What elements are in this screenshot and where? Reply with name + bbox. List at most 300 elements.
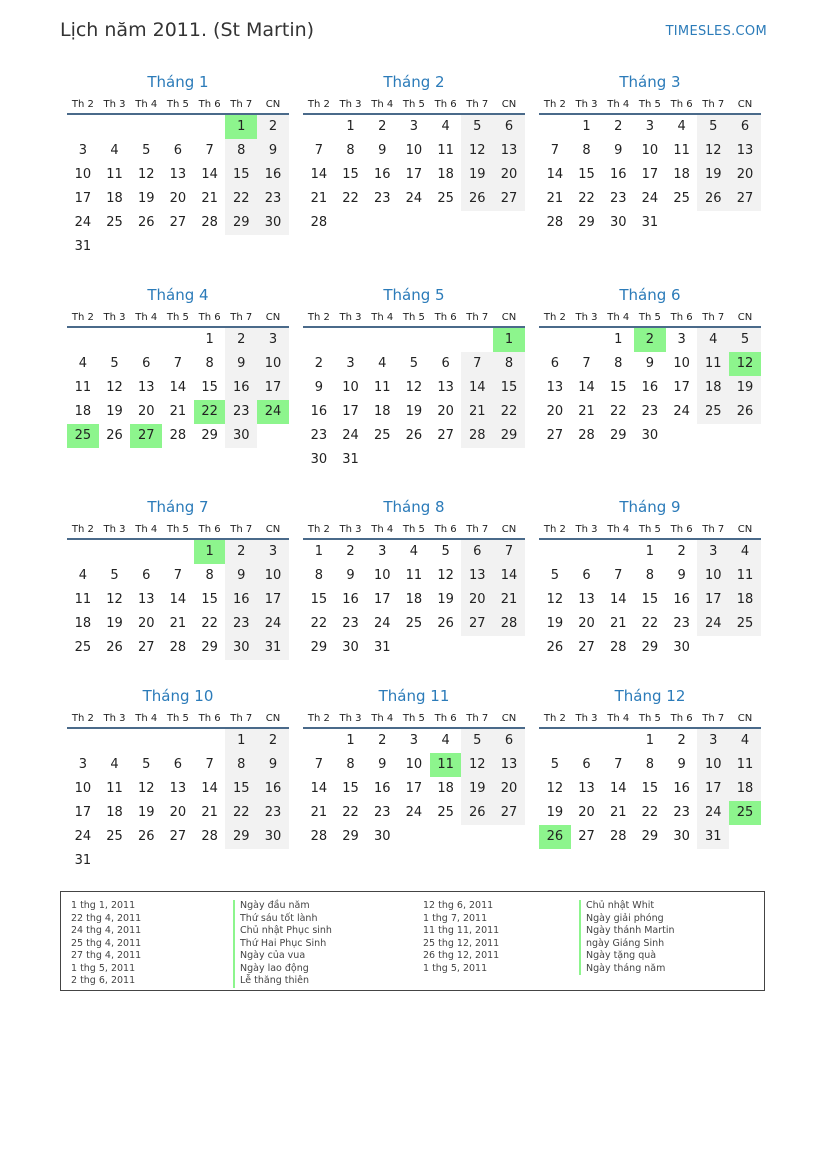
day-cell: 14	[578, 380, 595, 395]
day-cell: 22	[578, 191, 595, 206]
weekday-label: Th 7	[702, 312, 725, 323]
day-cell: 3	[78, 757, 87, 772]
day-cell: 19	[106, 404, 123, 419]
month-name: Tháng 2	[383, 73, 445, 91]
day-cell: 29	[310, 640, 328, 655]
empty-cell	[67, 729, 99, 753]
day-cell: 31	[257, 636, 289, 660]
weekday-label: Th 4	[135, 713, 158, 724]
empty-cell	[194, 729, 226, 753]
day-cell: 15	[225, 777, 257, 801]
day-cell: 15	[310, 592, 328, 607]
day-cell: 16	[673, 781, 690, 796]
day-cell: 9	[378, 757, 387, 772]
day-cell: 11	[437, 143, 454, 158]
day-cell: 3	[409, 733, 419, 748]
weekday-label: Th 3	[339, 524, 362, 535]
day-cell: 28	[578, 428, 595, 443]
day-cell: 6	[493, 115, 525, 139]
day-cell: 4	[729, 540, 761, 564]
page-title: Lịch năm 2011. (St Martin)	[60, 19, 315, 41]
day-grid	[539, 540, 761, 660]
day-cell: 23	[673, 616, 690, 631]
day-cell: 7	[173, 356, 183, 371]
day-cell: 15	[201, 380, 218, 395]
holiday-day: 24	[257, 400, 289, 424]
day-cell: 18	[437, 167, 454, 182]
day-cell: 27	[169, 215, 187, 230]
day-cell: 19	[405, 404, 423, 419]
day-cell: 10	[405, 757, 423, 772]
day-cell: 10	[342, 380, 359, 395]
day-cell: 26	[137, 829, 155, 844]
day-cell: 5	[441, 544, 450, 559]
weekday-label: Th 6	[670, 99, 693, 110]
day-cell: 30	[342, 640, 359, 655]
day-cell: 15	[342, 781, 359, 796]
legend-entry: Chủ nhật Whit	[579, 900, 675, 913]
month-name: Tháng 11	[378, 687, 450, 705]
day-cell: 23	[225, 400, 257, 424]
day-cell: 24	[74, 215, 92, 230]
day-cell: 8	[645, 568, 655, 583]
day-cell: 8	[614, 356, 623, 371]
day-cell: 30	[257, 211, 289, 235]
legend-entry: Ngày của vua	[233, 950, 332, 963]
day-cell: 3	[697, 540, 729, 564]
day-cell: 21	[201, 191, 218, 206]
weekday-label: Th 4	[607, 312, 630, 323]
weekday-label: Th 2	[543, 524, 566, 535]
day-cell: 24	[673, 404, 690, 419]
day-cell: 6	[550, 356, 559, 371]
day-cell: 2	[677, 544, 686, 559]
weekday-label: CN	[501, 524, 517, 535]
day-cell: 28	[310, 829, 328, 844]
day-cell: 5	[110, 568, 119, 583]
legend-entry: Ngày lao động	[233, 963, 332, 976]
weekday-label: CN	[265, 312, 281, 323]
day-cell: 30	[225, 636, 257, 660]
month-name: Tháng 3	[619, 73, 681, 91]
day-cell: 12	[106, 380, 123, 395]
empty-cell	[67, 328, 99, 352]
empty-cell	[162, 328, 194, 352]
day-cell: 21	[609, 616, 627, 631]
legend-dates-col1	[71, 900, 141, 988]
day-cell: 7	[461, 352, 493, 376]
day-cell: 18	[405, 592, 423, 607]
day-cell: 8	[225, 753, 257, 777]
weekday-label: Th 5	[638, 99, 661, 110]
day-cell: 20	[493, 777, 525, 801]
weekday-label: Th 3	[103, 713, 126, 724]
day-cell: 13	[437, 380, 454, 395]
day-cell: 21	[461, 400, 493, 424]
weekday-header	[303, 710, 525, 729]
day-cell: 17	[373, 592, 391, 607]
weekday-label: Th 3	[103, 312, 126, 323]
weekday-header	[67, 521, 289, 540]
weekday-label: CN	[265, 99, 281, 110]
day-cell: 28	[546, 215, 564, 230]
day-cell: 2	[314, 356, 323, 371]
day-cell: 19	[546, 616, 564, 631]
day-grid	[303, 115, 525, 235]
day-cell: 29	[609, 428, 627, 443]
weekday-label: Th 6	[198, 312, 221, 323]
day-cell: 19	[106, 616, 123, 631]
weekday-label: Th 4	[607, 524, 630, 535]
day-cell: 7	[205, 143, 214, 158]
day-cell: 14	[493, 564, 525, 588]
day-cell: 13	[578, 592, 595, 607]
month-block	[539, 72, 761, 235]
day-cell: 26	[729, 400, 761, 424]
day-cell: 20	[137, 616, 155, 631]
legend-entry: 2 thg 6, 2011	[71, 975, 136, 986]
holiday-day: 12	[729, 352, 761, 376]
day-cell: 3	[378, 544, 387, 559]
day-cell: 9	[225, 564, 257, 588]
day-cell: 27	[137, 640, 155, 655]
day-cell: 16	[225, 376, 257, 400]
empty-cell	[67, 115, 99, 139]
day-cell: 14	[169, 380, 187, 395]
empty-cell	[99, 115, 131, 139]
day-cell: 11	[74, 592, 92, 607]
site-link[interactable]: TIMESLES.COM	[665, 24, 767, 39]
weekday-label: Th 6	[434, 312, 457, 323]
day-cell: 4	[110, 757, 119, 772]
weekday-label: Th 5	[402, 713, 425, 724]
day-cell: 17	[74, 805, 92, 820]
day-cell: 17	[74, 191, 92, 206]
legend-entry: 11 thg 11, 2011	[423, 925, 500, 936]
day-cell: 10	[257, 564, 289, 588]
legend-dates-col2	[423, 900, 499, 975]
day-cell: 9	[257, 139, 289, 163]
day-cell: 2	[378, 733, 387, 748]
day-cell: 18	[373, 404, 391, 419]
weekday-label: Th 2	[543, 713, 566, 724]
weekday-header	[303, 96, 525, 115]
day-cell: 30	[225, 424, 257, 448]
day-cell: 3	[697, 729, 729, 753]
day-cell: 8	[346, 757, 355, 772]
day-cell: 17	[257, 376, 289, 400]
day-cell: 21	[169, 616, 187, 631]
day-cell: 20	[578, 616, 595, 631]
weekday-label: Th 3	[575, 524, 598, 535]
day-cell: 2	[257, 115, 289, 139]
day-cell: 15	[342, 167, 359, 182]
holiday-day: 1	[225, 115, 257, 139]
holiday-day: 1	[493, 328, 525, 352]
day-cell: 31	[74, 239, 92, 254]
day-cell: 21	[310, 191, 328, 206]
day-cell: 4	[78, 356, 87, 371]
day-cell: 30	[673, 640, 690, 655]
day-cell: 29	[225, 211, 257, 235]
day-cell: 31	[342, 452, 359, 467]
day-cell: 14	[169, 592, 187, 607]
day-cell: 4	[729, 729, 761, 753]
weekday-header	[539, 710, 761, 729]
day-cell: 20	[546, 404, 564, 419]
day-cell: 20	[137, 404, 155, 419]
weekday-header	[539, 96, 761, 115]
day-cell: 18	[74, 616, 92, 631]
day-cell: 25	[673, 191, 690, 206]
day-cell: 16	[257, 163, 289, 187]
day-cell: 22	[310, 616, 328, 631]
day-cell: 5	[142, 143, 151, 158]
day-cell: 25	[106, 215, 123, 230]
day-cell: 10	[641, 143, 659, 158]
legend-entry: 24 thg 4, 2011	[71, 925, 142, 936]
weekday-label: Th 3	[575, 713, 598, 724]
weekday-label: Th 5	[638, 312, 661, 323]
day-cell: 10	[257, 352, 289, 376]
day-cell: 19	[437, 592, 454, 607]
day-cell: 15	[225, 163, 257, 187]
empty-cell	[571, 540, 603, 564]
weekday-label: Th 7	[230, 312, 253, 323]
day-cell: 1	[582, 119, 591, 134]
day-cell: 16	[342, 592, 359, 607]
month-block	[303, 497, 525, 660]
day-cell: 7	[205, 757, 214, 772]
empty-cell	[303, 115, 335, 139]
weekday-label: Th 6	[434, 99, 457, 110]
empty-cell	[303, 729, 335, 753]
holiday-day: 26	[539, 825, 571, 849]
day-cell: 23	[257, 187, 289, 211]
day-cell: 24	[697, 801, 729, 825]
weekday-label: Th 2	[307, 713, 330, 724]
day-cell: 28	[201, 215, 218, 230]
day-cell: 24	[74, 829, 92, 844]
empty-cell	[130, 115, 162, 139]
day-cell: 30	[373, 829, 391, 844]
day-cell: 1	[645, 544, 655, 559]
weekday-label: Th 4	[135, 524, 158, 535]
day-cell: 13	[169, 167, 187, 182]
month-block	[67, 72, 289, 259]
day-cell: 30	[673, 829, 690, 844]
day-cell: 10	[673, 356, 690, 371]
weekday-label: Th 7	[702, 524, 725, 535]
day-cell: 10	[697, 753, 729, 777]
day-cell: 18	[74, 404, 92, 419]
day-cell: 8	[582, 143, 591, 158]
empty-cell	[162, 729, 194, 753]
empty-cell	[539, 328, 571, 352]
weekday-label: Th 4	[371, 312, 394, 323]
day-cell: 26	[137, 215, 155, 230]
month-block	[303, 285, 525, 472]
day-grid	[303, 540, 525, 660]
day-cell: 27	[437, 428, 454, 443]
day-cell: 29	[201, 640, 218, 655]
legend-entry: 25 thg 12, 2011	[423, 937, 500, 949]
day-cell: 27	[578, 829, 595, 844]
weekday-label: Th 2	[71, 524, 94, 535]
weekday-label: Th 4	[607, 99, 630, 110]
day-cell: 29	[641, 640, 659, 655]
day-cell: 26	[405, 428, 423, 443]
day-cell: 19	[729, 376, 761, 400]
day-cell: 31	[373, 640, 391, 655]
day-cell: 25	[437, 805, 454, 820]
day-cell: 28	[201, 829, 218, 844]
empty-cell	[162, 540, 194, 564]
day-grid	[67, 115, 289, 259]
month-block	[303, 72, 525, 235]
legend-entry: 1 thg 1, 2011	[71, 900, 136, 911]
day-cell: 28	[310, 215, 328, 230]
day-cell: 16	[373, 781, 391, 796]
empty-cell	[303, 328, 335, 352]
weekday-label: Th 3	[339, 713, 362, 724]
weekday-label: Th 4	[607, 713, 630, 724]
weekday-label: Th 6	[670, 312, 693, 323]
weekday-header	[67, 96, 289, 115]
day-cell: 4	[441, 119, 450, 134]
weekday-label: Th 7	[466, 713, 489, 724]
day-cell: 21	[201, 805, 218, 820]
day-cell: 1	[346, 119, 355, 134]
day-cell: 16	[373, 167, 391, 182]
legend-entry: Ngày thánh Martin	[579, 925, 675, 938]
day-cell: 11	[106, 167, 123, 182]
day-cell: 19	[461, 777, 493, 801]
day-cell: 26	[437, 616, 454, 631]
day-cell: 6	[461, 540, 493, 564]
day-cell: 13	[137, 592, 155, 607]
day-cell: 10	[697, 564, 729, 588]
day-cell: 24	[697, 612, 729, 636]
day-cell: 17	[342, 404, 359, 419]
day-cell: 21	[310, 805, 328, 820]
weekday-label: Th 3	[575, 99, 598, 110]
weekday-label: Th 2	[71, 713, 94, 724]
day-cell: 12	[437, 568, 454, 583]
weekday-label: CN	[737, 312, 753, 323]
day-cell: 27	[546, 428, 564, 443]
holiday-day: 22	[194, 400, 226, 424]
day-grid	[539, 115, 761, 235]
month-name: Tháng 10	[142, 687, 214, 705]
legend-names-col2	[579, 900, 675, 975]
day-cell: 18	[106, 191, 123, 206]
weekday-label: Th 5	[638, 524, 661, 535]
day-cell: 21	[546, 191, 564, 206]
day-cell: 9	[257, 753, 289, 777]
day-cell: 8	[314, 568, 323, 583]
weekday-label: Th 5	[166, 524, 189, 535]
day-cell: 18	[729, 588, 761, 612]
legend-entry: Ngày giải phóng	[579, 913, 675, 926]
day-cell: 5	[461, 115, 493, 139]
legend-entry: 1 thg 7, 2011	[423, 912, 488, 924]
weekday-label: Th 5	[402, 99, 425, 110]
weekday-label: Th 7	[466, 524, 489, 535]
day-cell: 15	[641, 781, 659, 796]
day-cell: 22	[609, 404, 627, 419]
day-cell: 28	[461, 424, 493, 448]
month-block	[539, 686, 761, 849]
day-cell: 27	[493, 801, 525, 825]
weekday-label: Th 3	[575, 312, 598, 323]
day-cell: 24	[405, 191, 423, 206]
day-cell: 10	[373, 568, 391, 583]
weekday-label: CN	[501, 99, 517, 110]
day-cell: 22	[225, 801, 257, 825]
weekday-label: Th 7	[466, 312, 489, 323]
day-cell: 14	[461, 376, 493, 400]
day-cell: 6	[493, 729, 525, 753]
day-cell: 14	[609, 592, 627, 607]
legend-entry: 27 thg 4, 2011	[71, 950, 142, 961]
empty-cell	[130, 328, 162, 352]
day-cell: 7	[582, 356, 591, 371]
empty-cell	[461, 328, 493, 352]
day-cell: 23	[373, 805, 391, 820]
empty-cell	[335, 328, 367, 352]
day-cell: 25	[729, 612, 761, 636]
day-cell: 25	[74, 640, 92, 655]
holiday-day: 1	[194, 540, 226, 564]
empty-cell	[571, 729, 603, 753]
day-cell: 19	[546, 805, 564, 820]
empty-cell	[398, 328, 430, 352]
day-cell: 25	[106, 829, 123, 844]
day-cell: 26	[461, 187, 493, 211]
day-cell: 28	[169, 640, 187, 655]
day-cell: 13	[461, 564, 493, 588]
day-cell: 31	[74, 853, 92, 868]
empty-cell	[366, 328, 398, 352]
weekday-label: Th 2	[307, 524, 330, 535]
day-cell: 12	[697, 139, 729, 163]
weekday-label: Th 2	[307, 312, 330, 323]
holiday-day: 11	[430, 753, 462, 777]
empty-cell	[194, 115, 226, 139]
day-cell: 30	[609, 215, 627, 230]
day-cell: 30	[641, 428, 659, 443]
legend-entry: ngày Giáng Sinh	[579, 938, 675, 951]
day-cell: 5	[550, 568, 559, 583]
day-cell: 22	[641, 616, 659, 631]
weekday-header	[67, 710, 289, 729]
legend-entry: 26 thg 12, 2011	[423, 950, 500, 961]
day-cell: 4	[441, 733, 450, 748]
day-cell: 3	[257, 540, 289, 564]
weekday-label: Th 5	[638, 713, 661, 724]
day-grid	[539, 328, 761, 448]
empty-cell	[539, 540, 571, 564]
day-cell: 10	[74, 781, 92, 796]
day-cell: 20	[437, 404, 454, 419]
day-cell: 19	[461, 163, 493, 187]
day-cell: 15	[493, 376, 525, 400]
day-cell: 3	[677, 332, 686, 347]
day-cell: 28	[609, 640, 627, 655]
day-cell: 7	[493, 540, 525, 564]
day-cell: 26	[106, 640, 123, 655]
